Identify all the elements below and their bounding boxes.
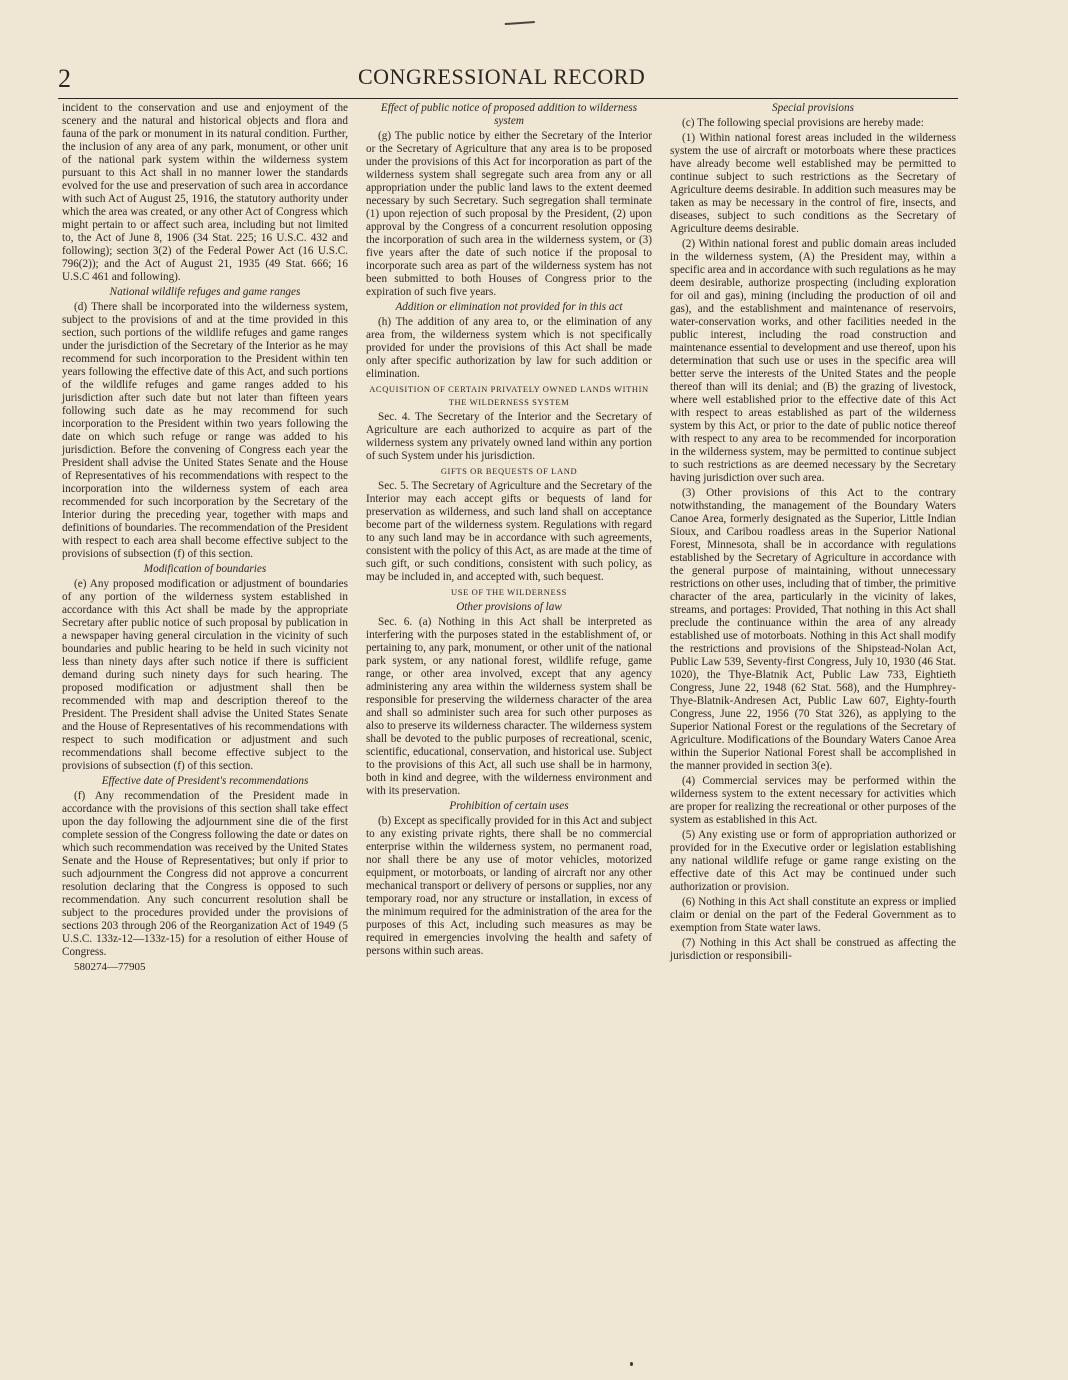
- section-subheading: Other provisions of law: [456, 601, 562, 613]
- paragraph: (d) There shall be incorporated into the wilderness system, subject to the provisions of and at the time provided in this section, such portions of the wildlife refuges and game ranges under the jurisdiction of the Secretary of the Interior as he may recommend for such incorporation to the President within ten years following the effective date of this Act, and such portions of the wildlife refuges and game ranges added to his jurisdiction after such date but not later than fifteen years following such date as he may recommend for such incorporation to the President within two years following the date on which such refuge or range was added to his jurisdiction. Before the convening of Congress each year the President shall advise the United States Senate and the House of Representatives of his recommendations with respect to the incorporation into the wilderness system of each area recommended for such incorporation by the Secretary of the Interior during the preceding year, together with maps and definitions of boundaries. The recommendation of the President with respect to each area shall become effective subject to the provisions of subsection (f) of this section.: [62, 301, 348, 560]
- paragraph: Sec. 5. The Secretary of Agriculture and the Secretary of the Interior may each accept gifts or bequests of land for preservation as wilderness, and such land shall on acceptance become part of the wilderness system. Regulations with regard to any such land may be in accordance with such agreements, consistent with the policy of this Act, as are made at the time of such gift, or such conditions, consistent with such policy, as may be included in, and accepted with, such bequest.: [366, 480, 652, 583]
- paragraph: (c) The following special provisions are hereby made:: [682, 117, 924, 129]
- masthead-title: CONGRESSIONAL RECORD: [358, 64, 646, 89]
- print-code: 580274—77905: [74, 961, 146, 973]
- paragraph: (f) Any recommendation of the President made in accordance with the provisions of this section shall take effect upon the day following the adjournment sine die of the first complete session of the Congress following the date or dates on which such recommendation was received by the United States Senate and the House of Representatives; but only if prior to such adjournment the Congress did not approve a concurrent resolution declaring that the Congress is opposed to such recommendation. Any such concurrent resolution shall be subject to the procedures provided under the provisions of sections 203 through 206 of the Reorganization Act of 1949 (5 U.S.C. 133z-12—133z-15) for a resolution of either House of Congress.: [62, 790, 348, 958]
- page-number: 2: [58, 64, 71, 93]
- ink-smudge: [505, 21, 535, 31]
- paragraph: (h) The addition of any area to, or the elimination of any area from, the wilderness system which is not specifically provided for under the provisions of this Act shall be made only after specific authorization by law for such addition or elimination.: [366, 316, 652, 380]
- section-subheading: Addition or elimination not provided for in this act: [395, 301, 623, 313]
- document-page: [58, 58, 958, 1348]
- paragraph: (g) The public notice by either the Secretary of the Interior or the Secretary of Agriculture that any area is to be proposed under the provisions of this Act for incorporation as part of the wilderness system shall segregate such area from any or all appropriation under the public land laws to the extent deemed necessary by such Secretary. Such segregation shall terminate (1) upon rejection of such proposal by the President, (2) upon approval by the Congress of a concurrent resolution opposing the incorporation of such area in the wilderness system, or (3) five years after the date of such notice if the proposal to incorporate such area as part of the wilderness system has not been submitted to both Houses of Congress prior to the expiration of such five years.: [366, 130, 652, 298]
- section-subheading: National wildlife refuges and game ranges: [109, 286, 301, 298]
- paragraph: Sec. 4. The Secretary of the Interior and the Secretary of Agriculture are each authorized to acquire as part of the wilderness system any privately owned land within any portion of such System under his jurisdiction.: [366, 411, 652, 462]
- paragraph: (5) Any existing use or form of appropriation authorized or provided for in the Executive order or legislation establishing any national wildlife refuge or game range existing on the effective date of this Act may be continued under such authorization or provision.: [670, 829, 956, 893]
- column-2: [366, 102, 652, 960]
- section-heading: GIFTS OR BEQUESTS OF LAND: [440, 466, 578, 476]
- paragraph: Sec. 6. (a) Nothing in this Act shall be interpreted as interfering with the purposes stated in the establishment of, or pertaining to, any park, monument, or other unit of the national park system, or any national forest, wildlife refuge, game range, or other area involved, except that any agency administering any area within the wilderness system shall be responsible for preserving the wilderness character of the area and shall so administer such area for such other purposes as also to preserve its wilderness character. The wilderness system shall be devoted to the public purposes of recreational, scenic, scientific, educational, conservation, and historical use. Subject to the provisions of this Act, all such use shall be in harmony, both in kind and degree, with the wilderness environment and with its preservation.: [366, 616, 652, 797]
- paragraph: (1) Within national forest areas included in the wilderness system the use of aircraft or motorboats where these practices have already become well established may be permitted to continue subject to such restrictions as the Secretary of Agriculture deems desirable. In addition such measures may be taken as may be necessary in the control of fire, insects, and diseases, subject to such conditions as the Secretary of Agriculture deems desirable.: [670, 132, 956, 235]
- paragraph: (6) Nothing in this Act shall constitute an express or implied claim or denial on the part of the Federal Government as to exemption from State water laws.: [670, 896, 956, 934]
- column-3: [670, 102, 956, 965]
- section-subheading: Special provisions: [772, 102, 854, 114]
- section-subheading: Effect of public notice of proposed addition to wilderness system: [380, 102, 638, 127]
- section-subheading: Effective date of President's recommendations: [101, 775, 309, 787]
- section-heading: USE OF THE WILDERNESS: [451, 587, 567, 597]
- section-subheading: Modification of boundaries: [143, 563, 267, 575]
- paragraph: (b) Except as specifically provided for in this Act and subject to any existing private rights, there shall be no commercial enterprise within the wilderness system, no permanent road, nor shall there be any use of motor vehicles, motorized equipment, or motorboats, or landing of aircraft nor any other mechanical transport or delivery of persons or supplies, nor any temporary road, nor any structure or installation, in excess of the minimum required for the administration of the area for the purposes of this Act, including such measures as may be required in emergencies involving the health and safety of persons within such areas.: [366, 815, 653, 957]
- section-subheading: Prohibition of certain uses: [449, 800, 569, 812]
- column-1: [62, 102, 348, 976]
- paragraph: (4) Commercial services may be performed within the wilderness system to the extent necessary for activities which are proper for realizing the recreational or other purposes of the system as established in this Act.: [670, 775, 956, 826]
- paragraph: (3) Other provisions of this Act to the contrary notwithstanding, the management of the Boundary Waters Canoe Area, formerly designated as the Superior, Little Indian Sioux, and Caribou roadless areas in the Superior National Forest, Minnesota, shall be in accordance with regulations established by the Secretary of Agriculture in accordance with the general purpose of maintaining, without unnecessary restrictions on other uses, including that of timber, the primitive character of the area, particularly in the vicinity of lakes, streams, and portages: Provided, That nothing in this Act shall preclude the continuance within the area of any already established use of motorboats. Nothing in this Act shall modify the restrictions and provisions of the Shipstead-Nolan Act, Public Law 539, Seventy-first Congress, July 10, 1930 (46 Stat. 1020), the Thye-Blatnik Act, Public Law 733, Eightieth Congress, June 22, 1948 (62 Stat. 568), and the Humphrey-Thye-Blatnik-Andresen Act, Public Law 607, Eighty-fourth Congress, June 22, 1956 (70 Stat 326), as applying to the Superior National Forest or the regulations of the Secretary of Agriculture. Modifications of the Boundary Waters Canoe Area within the Superior National Forest shall be accomplished in the manner provided in section 3(e).: [670, 487, 956, 772]
- paragraph: (2) Within national forest and public domain areas included in the wilderness system, (A) the President may, within a specific area and in accordance with such regulations as he may deem desirable, authorize prospecting (including exploration for oil and gas), mining (including the production of oil and gas), and the establishment and maintenance of reservoirs, water-conservation works, and other facilities needed in the public interest, including the road construction and maintenance essential to development and use thereof, upon his determination that such use or uses in the specific area will better serve the interests of the United States and the people thereof than will its denial; and (B) the grazing of livestock, where well established prior to the effective date of this Act with respect to areas established as part of the wilderness system by this Act, or prior to the date of public notice thereof with respect to any area to be recommended for incorporation in the wilderness system, may be permitted to continue subject to such restrictions as are deemed necessary by the Secretary having jurisdiction over such area.: [670, 238, 956, 484]
- paragraph: (e) Any proposed modification or adjustment of boundaries of any portion of the wilderness system established in accordance with this Act shall be made by the appropriate Secretary after public notice of such proposal by publication in a newspaper having general circulation in the vicinity of such boundaries and public hearing to be held in such vicinity not less than ninety days after such notice if there is sufficient demand during such ninety days for such hearing. The proposed modification or adjustment shall then be recommended with map and description thereof to the President. The President shall advise the United States Senate and the House of Representatives of his recommendations with respect to such modification or adjustment and such recommendations shall become effective subject to the provisions of subsection (f) of this section.: [62, 578, 348, 772]
- paragraph: incident to the conservation and use and enjoyment of the scenery and the natural and historical objects and flora and fauna of the park or monument in its natural condition. Further, the inclusion of any area of any park, monument, or other unit of the national park system within the wilderness system pursuant to this Act shall in no manner lower the standards evolved for the use and preservation of such area in accordance with such Act of August 25, 1916, the statutory authority under which the area was created, or any other Act of Congress which might pertain to or affect such area, including but not limited to, the Act of June 8, 1906 (34 Stat. 225; 16 U.S.C. 432 and following); section 3(2) of the Federal Power Act (16 U.S.C. 796(2)); and the Act of August 21, 1935 (49 Stat. 666; 16 U.S.C 461 and following).: [62, 102, 348, 283]
- paragraph: (7) Nothing in this Act shall be construed as affecting the jurisdiction or responsibili-: [670, 937, 956, 962]
- ink-dot: [630, 1362, 633, 1366]
- page-header: [58, 58, 958, 99]
- section-heading: ACQUISITION OF CERTAIN PRIVATELY OWNED LANDS WITHIN THE WILDERNESS SYSTEM: [369, 384, 649, 407]
